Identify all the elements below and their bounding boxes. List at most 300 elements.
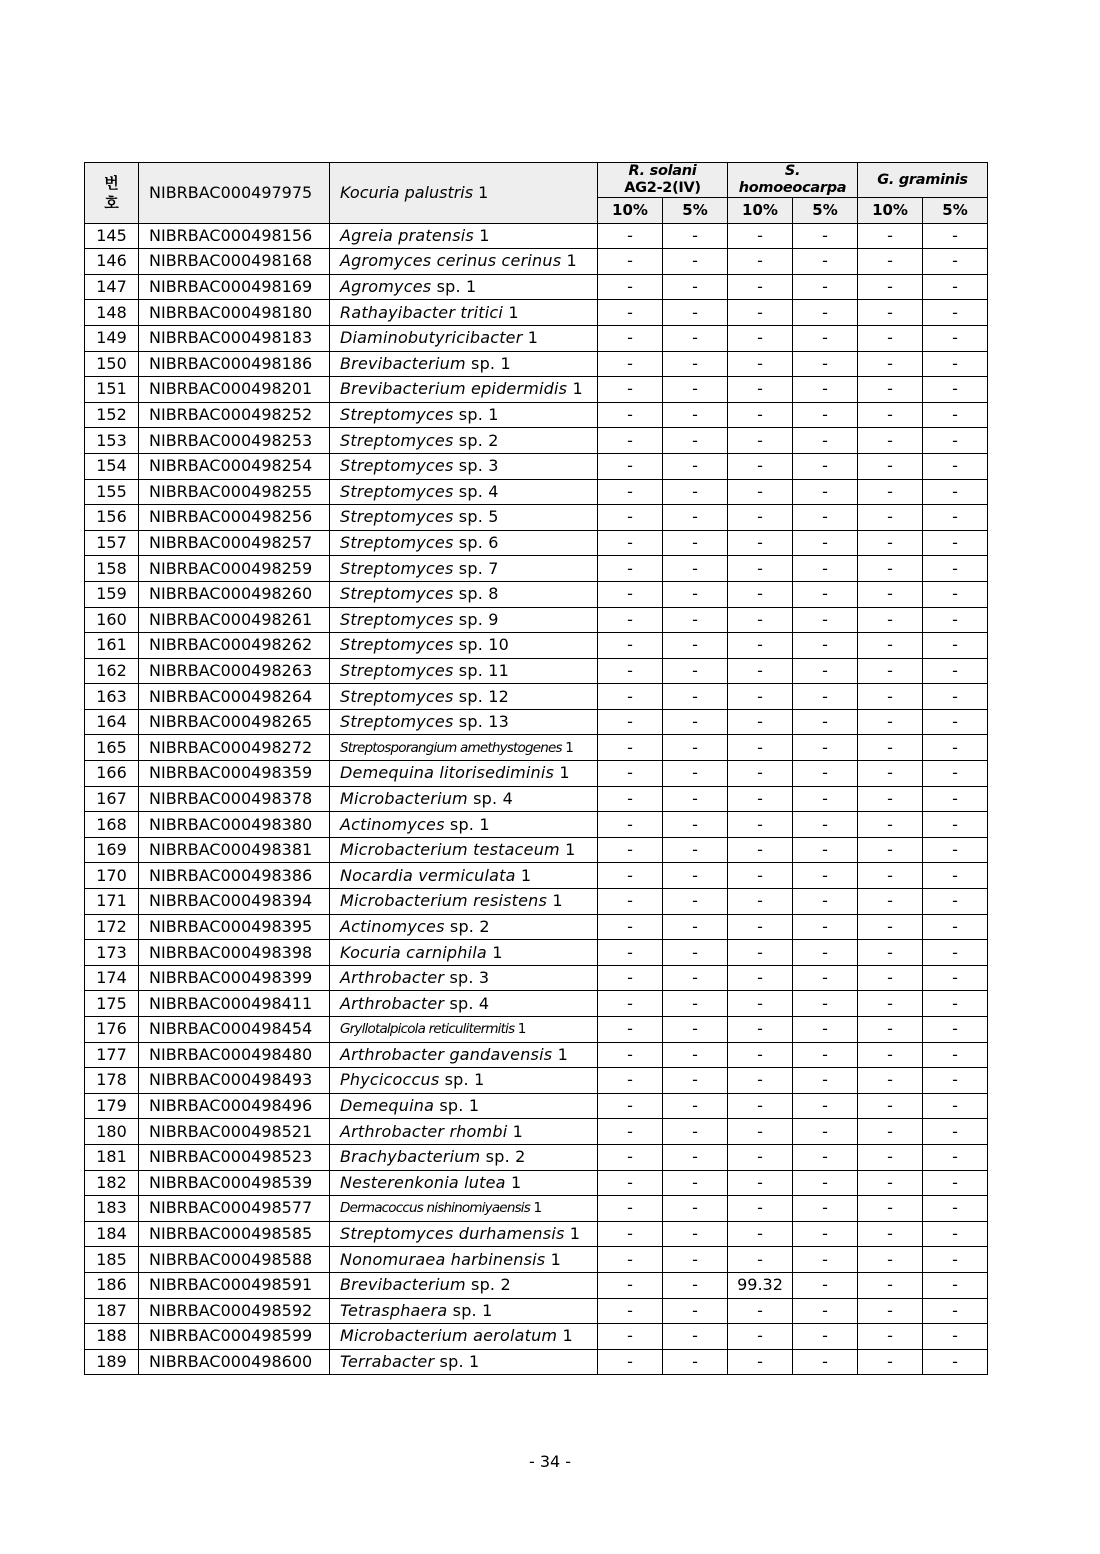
row-no: 152 xyxy=(85,402,139,428)
species-suffix: 1 xyxy=(530,1200,542,1217)
value-cell: - xyxy=(663,965,728,991)
table-row xyxy=(85,300,988,326)
strain-id: NIBRBAC000498169 xyxy=(139,274,330,300)
value-cell: - xyxy=(598,786,663,812)
strain-id: NIBRBAC000498395 xyxy=(139,914,330,940)
value-cell: - xyxy=(858,991,923,1017)
species-suffix: sp. 2 xyxy=(453,430,499,450)
value-cell: - xyxy=(663,1068,728,1094)
group-line1: G. graminis xyxy=(877,171,968,188)
value-cell: - xyxy=(598,1119,663,1145)
species-name: Streptomyces xyxy=(340,456,454,476)
row-no: 178 xyxy=(85,1068,139,1094)
value-cell: - xyxy=(598,1349,663,1375)
table-row xyxy=(85,505,988,531)
species-name: Arthrobacter xyxy=(340,993,445,1013)
value-cell: - xyxy=(923,1144,988,1170)
species-cell xyxy=(330,479,598,505)
strain-id: NIBRBAC000498411 xyxy=(139,991,330,1017)
row-no: 167 xyxy=(85,786,139,812)
value-cell: - xyxy=(598,1272,663,1298)
value-cell: - xyxy=(793,530,858,556)
value-cell: - xyxy=(858,863,923,889)
value-cell: - xyxy=(923,1093,988,1119)
header-conc: 5% xyxy=(793,198,858,224)
species-suffix: sp. 2 xyxy=(480,1147,526,1167)
strain-id: NIBRBAC000498588 xyxy=(139,1247,330,1273)
value-cell: - xyxy=(858,300,923,326)
value-cell: - xyxy=(923,607,988,633)
species-cell xyxy=(330,633,598,659)
species-name: Streptomyces xyxy=(340,558,454,578)
value-cell: - xyxy=(793,991,858,1017)
species-cell xyxy=(330,863,598,889)
value-cell: - xyxy=(923,991,988,1017)
value-cell: - xyxy=(858,1017,923,1043)
species-suffix: sp. 2 xyxy=(444,916,490,936)
species-suffix: sp. 1 xyxy=(434,1096,480,1116)
row-no: 174 xyxy=(85,965,139,991)
table-row xyxy=(85,428,988,454)
value-cell: - xyxy=(663,274,728,300)
value-cell: - xyxy=(663,581,728,607)
value-cell: - xyxy=(598,1221,663,1247)
species-name: Agromyces cerinus cerinus xyxy=(340,251,562,271)
table-row xyxy=(85,530,988,556)
value-cell: - xyxy=(728,428,793,454)
header-conc: 5% xyxy=(923,198,988,224)
header-no xyxy=(85,163,139,224)
species-suffix: sp. 4 xyxy=(444,993,490,1013)
value-cell: - xyxy=(923,530,988,556)
table-row xyxy=(85,940,988,966)
value-cell: - xyxy=(663,530,728,556)
value-cell: - xyxy=(598,709,663,735)
value-cell: - xyxy=(793,1170,858,1196)
strain-id: NIBRBAC000498359 xyxy=(139,761,330,787)
value-cell: - xyxy=(793,965,858,991)
value-cell: - xyxy=(598,530,663,556)
value-cell: - xyxy=(793,1144,858,1170)
value-cell: - xyxy=(663,479,728,505)
value-cell: - xyxy=(858,889,923,915)
value-cell: - xyxy=(598,812,663,838)
row-no: 158 xyxy=(85,556,139,582)
table-row xyxy=(85,1324,988,1350)
value-cell: - xyxy=(858,658,923,684)
table-row xyxy=(85,863,988,889)
value-cell: - xyxy=(793,453,858,479)
species-suffix: 1 xyxy=(545,1249,561,1269)
table-row xyxy=(85,1221,988,1247)
value-cell: - xyxy=(923,556,988,582)
value-cell: 99.32 xyxy=(728,1272,793,1298)
value-cell: - xyxy=(728,889,793,915)
value-cell: - xyxy=(598,965,663,991)
value-cell: - xyxy=(858,607,923,633)
value-cell: - xyxy=(598,863,663,889)
value-cell: - xyxy=(923,658,988,684)
value-cell: - xyxy=(793,351,858,377)
species-name: Agromyces xyxy=(340,277,432,297)
value-cell: - xyxy=(923,325,988,351)
table-row xyxy=(85,274,988,300)
value-cell: - xyxy=(598,761,663,787)
value-cell: - xyxy=(598,428,663,454)
value-cell: - xyxy=(793,377,858,403)
value-cell: - xyxy=(663,428,728,454)
species-name: Actinomyces xyxy=(340,814,445,834)
strain-id: NIBRBAC000498260 xyxy=(139,581,330,607)
value-cell: - xyxy=(598,1093,663,1119)
strain-id: NIBRBAC000498381 xyxy=(139,837,330,863)
value-cell: - xyxy=(663,1324,728,1350)
value-cell: - xyxy=(598,249,663,275)
row-no: 151 xyxy=(85,377,139,403)
value-cell: - xyxy=(728,1349,793,1375)
value-cell: - xyxy=(793,1298,858,1324)
row-no: 163 xyxy=(85,684,139,710)
row-no: 183 xyxy=(85,1196,139,1222)
species-name: Phycicoccus xyxy=(340,1070,440,1090)
value-cell: - xyxy=(923,812,988,838)
species-cell xyxy=(330,274,598,300)
value-cell: - xyxy=(923,1272,988,1298)
value-cell: - xyxy=(858,914,923,940)
table-row xyxy=(85,889,988,915)
value-cell: - xyxy=(858,633,923,659)
row-no: 176 xyxy=(85,1017,139,1043)
species-cell xyxy=(330,889,598,915)
value-cell: - xyxy=(663,1144,728,1170)
strain-id: NIBRBAC000498264 xyxy=(139,684,330,710)
species-cell xyxy=(330,1119,598,1145)
table-row xyxy=(85,914,988,940)
species-suffix: 1 xyxy=(507,1121,524,1141)
species-suffix: 1 xyxy=(515,865,532,885)
strain-id: NIBRBAC000498168 xyxy=(139,249,330,275)
row-no: 188 xyxy=(85,1324,139,1350)
value-cell: - xyxy=(923,1324,988,1350)
value-cell: - xyxy=(923,377,988,403)
value-cell: - xyxy=(598,1196,663,1222)
species-suffix: 1 xyxy=(547,891,563,911)
value-cell: - xyxy=(793,1221,858,1247)
species-name: Demequina xyxy=(340,1096,435,1116)
value-cell: - xyxy=(923,786,988,812)
page-number: - 34 - xyxy=(528,1452,572,1471)
value-cell: - xyxy=(793,249,858,275)
value-cell: - xyxy=(728,1170,793,1196)
value-cell: - xyxy=(858,325,923,351)
strain-id: NIBRBAC000498394 xyxy=(139,889,330,915)
table-body xyxy=(85,223,988,1375)
strain-id: NIBRBAC000498521 xyxy=(139,1119,330,1145)
species-name: Brevibacterium xyxy=(340,353,466,373)
value-cell: - xyxy=(923,633,988,659)
species-name: Nocardia vermiculata xyxy=(340,865,516,885)
value-cell: - xyxy=(858,735,923,761)
strain-id: NIBRBAC000498592 xyxy=(139,1298,330,1324)
species-cell xyxy=(330,914,598,940)
species-cell xyxy=(330,428,598,454)
value-cell: - xyxy=(858,837,923,863)
value-cell: - xyxy=(728,300,793,326)
table-row xyxy=(85,351,988,377)
species-cell xyxy=(330,1068,598,1094)
species-name: Arthrobacter xyxy=(340,968,445,988)
value-cell: - xyxy=(858,1349,923,1375)
species-name: Streptomyces xyxy=(340,481,454,501)
strain-id: NIBRBAC000498496 xyxy=(139,1093,330,1119)
species-suffix: 1 xyxy=(561,739,574,756)
value-cell: - xyxy=(663,761,728,787)
table-row xyxy=(85,325,988,351)
strain-id: NIBRBAC000498259 xyxy=(139,556,330,582)
table-row xyxy=(85,1196,988,1222)
value-cell: - xyxy=(728,505,793,531)
species-name: Demequina litorisediminis xyxy=(340,763,555,783)
value-cell: - xyxy=(728,837,793,863)
group-line1: R. solani xyxy=(628,163,697,179)
value-cell: - xyxy=(858,274,923,300)
row-no: 164 xyxy=(85,709,139,735)
value-cell: - xyxy=(923,428,988,454)
value-cell: - xyxy=(598,1017,663,1043)
value-cell: - xyxy=(793,837,858,863)
species-name: Microbacterium testaceum xyxy=(340,840,560,860)
value-cell: - xyxy=(923,761,988,787)
species-cell xyxy=(330,1349,598,1375)
table-row xyxy=(85,223,988,249)
species-cell xyxy=(330,1017,598,1043)
strain-id: NIBRBAC000498454 xyxy=(139,1017,330,1043)
row-no: 172 xyxy=(85,914,139,940)
species-name: Streptomyces xyxy=(340,405,454,425)
value-cell: - xyxy=(923,479,988,505)
species-name: Streptomyces xyxy=(340,609,454,629)
species-cell xyxy=(330,453,598,479)
species-name: Diaminobutyricibacter xyxy=(340,328,523,348)
value-cell: - xyxy=(728,684,793,710)
species-cell xyxy=(330,581,598,607)
value-cell: - xyxy=(923,1119,988,1145)
value-cell: - xyxy=(728,223,793,249)
value-cell: - xyxy=(598,889,663,915)
species-suffix: sp. 4 xyxy=(467,788,513,808)
value-cell: - xyxy=(858,1272,923,1298)
value-cell: - xyxy=(858,1144,923,1170)
species-suffix: sp. 9 xyxy=(453,609,499,629)
species-suffix: sp. 1 xyxy=(453,405,499,425)
row-no: 184 xyxy=(85,1221,139,1247)
value-cell: - xyxy=(728,402,793,428)
value-cell: - xyxy=(728,735,793,761)
species-cell xyxy=(330,658,598,684)
value-cell: - xyxy=(728,761,793,787)
strain-id: NIBRBAC000498265 xyxy=(139,709,330,735)
species-suffix: 1 xyxy=(564,1224,581,1244)
value-cell: - xyxy=(793,786,858,812)
value-cell: - xyxy=(923,684,988,710)
value-cell: - xyxy=(598,223,663,249)
row-no: 162 xyxy=(85,658,139,684)
strain-id: NIBRBAC000498493 xyxy=(139,1068,330,1094)
value-cell: - xyxy=(598,325,663,351)
value-cell: - xyxy=(663,1170,728,1196)
species-suffix: sp. 12 xyxy=(453,686,510,706)
table-row xyxy=(85,709,988,735)
value-cell: - xyxy=(793,325,858,351)
value-cell: - xyxy=(663,1247,728,1273)
value-cell: - xyxy=(663,249,728,275)
table-row xyxy=(85,1068,988,1094)
species-suffix: 1 xyxy=(522,328,539,348)
species-cell xyxy=(330,1093,598,1119)
species-name: Streptomyces xyxy=(340,712,454,732)
value-cell: - xyxy=(728,633,793,659)
species-cell xyxy=(330,402,598,428)
header-group-g-graminis xyxy=(858,163,988,198)
header-species xyxy=(330,163,598,224)
strain-id: NIBRBAC000498253 xyxy=(139,428,330,454)
table-row xyxy=(85,633,988,659)
strain-id: NIBRBAC000498585 xyxy=(139,1221,330,1247)
value-cell: - xyxy=(663,1196,728,1222)
value-cell: - xyxy=(663,786,728,812)
value-cell: - xyxy=(598,453,663,479)
row-no: 159 xyxy=(85,581,139,607)
species-name: Streptomyces xyxy=(340,635,454,655)
value-cell: - xyxy=(728,453,793,479)
strain-id: NIBRBAC000498261 xyxy=(139,607,330,633)
strain-id: NIBRBAC000498380 xyxy=(139,812,330,838)
species-suffix: 1 xyxy=(552,1044,568,1064)
value-cell: - xyxy=(663,1017,728,1043)
strain-id: NIBRBAC000498255 xyxy=(139,479,330,505)
species-suffix: sp. 7 xyxy=(453,558,499,578)
value-cell: - xyxy=(663,837,728,863)
value-cell: - xyxy=(663,351,728,377)
row-no: 166 xyxy=(85,761,139,787)
species-suffix: sp. 5 xyxy=(453,507,499,527)
value-cell: - xyxy=(858,1247,923,1273)
value-cell: - xyxy=(793,274,858,300)
species-suffix: sp. 1 xyxy=(434,1352,480,1372)
table-row xyxy=(85,1144,988,1170)
header-conc: 10% xyxy=(598,198,663,224)
value-cell: - xyxy=(793,914,858,940)
species-suffix: 1 xyxy=(554,763,570,783)
table-row xyxy=(85,402,988,428)
species-suffix: sp. 4 xyxy=(453,481,499,501)
group-line1: S. xyxy=(784,163,801,179)
row-no: 148 xyxy=(85,300,139,326)
header-conc: 5% xyxy=(663,198,728,224)
value-cell: - xyxy=(728,1324,793,1350)
value-cell: - xyxy=(663,735,728,761)
value-cell: - xyxy=(923,735,988,761)
value-cell: - xyxy=(663,402,728,428)
strain-id: NIBRBAC000498256 xyxy=(139,505,330,531)
value-cell: - xyxy=(858,965,923,991)
species-suffix: 1 xyxy=(503,302,519,322)
value-cell: - xyxy=(858,351,923,377)
strain-id: NIBRBAC000498183 xyxy=(139,325,330,351)
row-no: 147 xyxy=(85,274,139,300)
value-cell: - xyxy=(793,1093,858,1119)
species-suffix: sp. 1 xyxy=(444,814,490,834)
value-cell: - xyxy=(728,863,793,889)
value-cell: - xyxy=(793,735,858,761)
value-cell: - xyxy=(793,1196,858,1222)
value-cell: - xyxy=(793,402,858,428)
header-species-suffix: 1 xyxy=(473,182,489,202)
species-suffix: sp. 10 xyxy=(453,635,510,655)
strain-id: NIBRBAC000498386 xyxy=(139,863,330,889)
species-suffix: sp. 11 xyxy=(453,660,510,680)
value-cell: - xyxy=(923,1349,988,1375)
value-cell: - xyxy=(858,1093,923,1119)
species-suffix: 1 xyxy=(514,1021,526,1038)
row-no: 186 xyxy=(85,1272,139,1298)
value-cell: - xyxy=(793,300,858,326)
row-no: 171 xyxy=(85,889,139,915)
strain-id: NIBRBAC000498257 xyxy=(139,530,330,556)
species-name: Streptomyces xyxy=(340,686,454,706)
value-cell: - xyxy=(793,658,858,684)
strain-id: NIBRBAC000498186 xyxy=(139,351,330,377)
table-row xyxy=(85,1093,988,1119)
value-cell: - xyxy=(858,786,923,812)
table-row xyxy=(85,684,988,710)
value-cell: - xyxy=(728,607,793,633)
value-cell: - xyxy=(598,1068,663,1094)
value-cell: - xyxy=(858,1042,923,1068)
row-no: 187 xyxy=(85,1298,139,1324)
value-cell: - xyxy=(923,709,988,735)
value-cell: - xyxy=(663,684,728,710)
strain-id: NIBRBAC000498156 xyxy=(139,223,330,249)
row-no: 173 xyxy=(85,940,139,966)
value-cell: - xyxy=(793,556,858,582)
species-cell xyxy=(330,709,598,735)
value-cell: - xyxy=(728,1247,793,1273)
table-row xyxy=(85,453,988,479)
header-conc: 10% xyxy=(728,198,793,224)
species-cell xyxy=(330,965,598,991)
value-cell: - xyxy=(598,837,663,863)
table-row xyxy=(85,1119,988,1145)
value-cell: - xyxy=(793,223,858,249)
value-cell: - xyxy=(663,812,728,838)
value-cell: - xyxy=(663,1093,728,1119)
table-row xyxy=(85,1247,988,1273)
header-species-name: Kocuria palustris xyxy=(340,182,474,202)
value-cell: - xyxy=(793,863,858,889)
species-suffix: sp. 8 xyxy=(453,584,499,604)
header-no-label: 번 호 xyxy=(104,173,119,212)
value-cell: - xyxy=(728,658,793,684)
value-cell: - xyxy=(923,402,988,428)
value-cell: - xyxy=(728,325,793,351)
species-name: Arthrobacter gandavensis xyxy=(340,1044,553,1064)
value-cell: - xyxy=(728,812,793,838)
species-name: Streptomyces xyxy=(340,533,454,553)
row-no: 170 xyxy=(85,863,139,889)
strain-id: NIBRBAC000498262 xyxy=(139,633,330,659)
species-suffix: sp. 1 xyxy=(465,353,511,373)
